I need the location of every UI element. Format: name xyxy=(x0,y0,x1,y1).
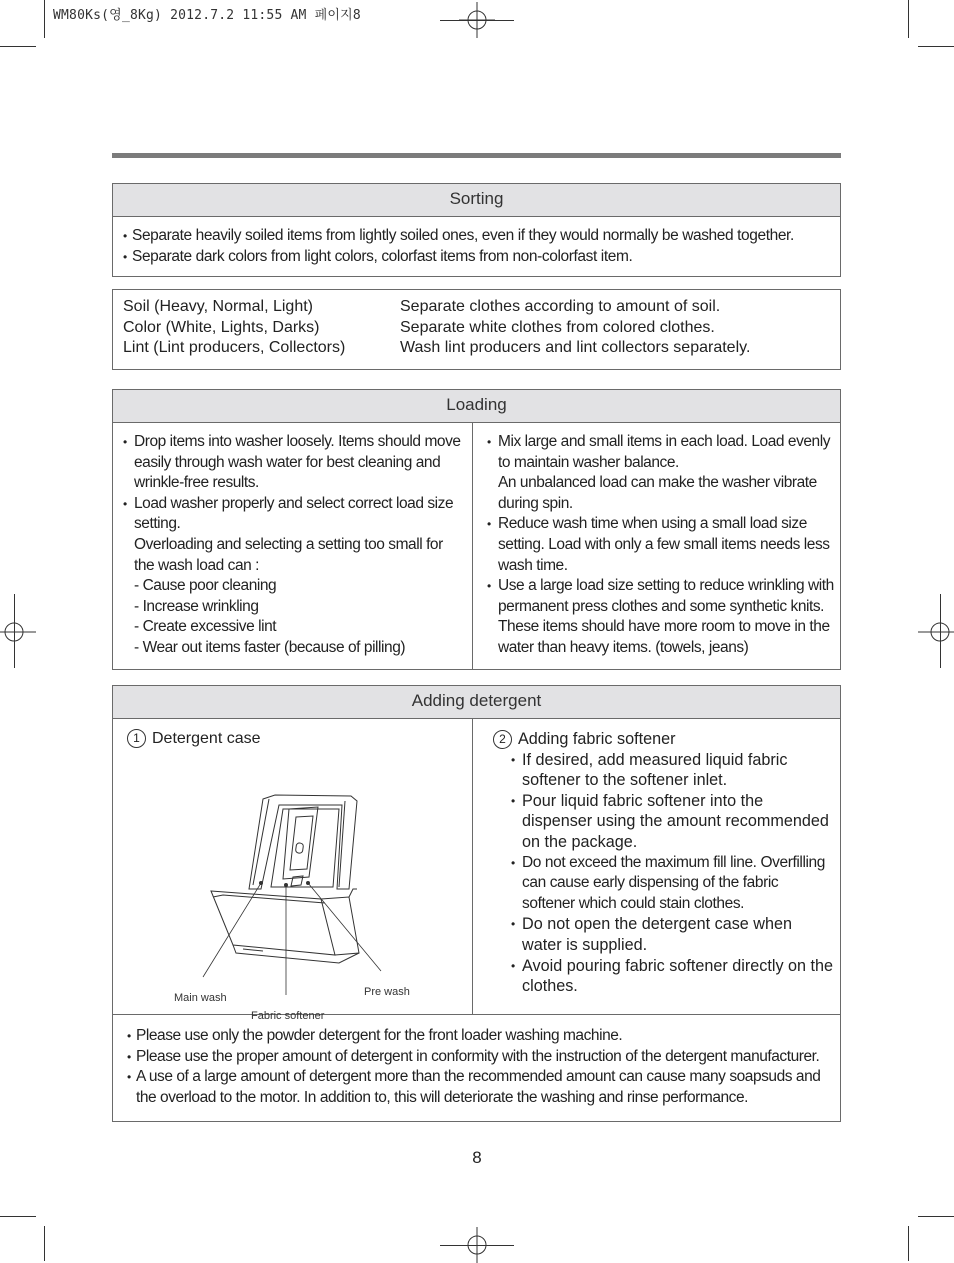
detergent-box xyxy=(112,685,841,1122)
loading-note: Overloading and selecting a setting too small for the wash load can : xyxy=(134,535,443,574)
table-row xyxy=(123,297,830,318)
list-item: - Cause poor cleaning xyxy=(134,577,277,595)
step-number-badge: 1 xyxy=(127,729,146,748)
list-item: • Please use the proper amount of detergent in conformity with the instruction of the detergent manufacturer. xyxy=(123,1047,834,1068)
list-item: • Please use only the powder detergent for the front loader washing machine. xyxy=(123,1026,834,1047)
list-item: - Wear out items faster (because of pilling) xyxy=(134,638,406,656)
loading-box xyxy=(112,389,841,670)
crop-mark xyxy=(908,1226,909,1261)
detergent-case-column xyxy=(113,719,472,1022)
loading-title: Loading xyxy=(113,390,840,423)
softener-bullets xyxy=(507,750,834,997)
detergent-case-title: Detergent case xyxy=(152,730,261,747)
main-wash-label: Main wash xyxy=(174,992,227,1004)
list-item: - Create excessive lint xyxy=(134,618,277,636)
sorting-title: Sorting xyxy=(113,184,840,217)
crop-mark xyxy=(0,46,36,47)
crop-mark xyxy=(918,1216,954,1217)
sorting-criteria-box xyxy=(112,289,841,370)
section-divider-bar xyxy=(112,153,841,158)
list-item: • A use of a large amount of detergent more than the recommended amount can cause many soapsuds and the overload to the motor. In addition to, this will deteriorate the washing and rinse performance. xyxy=(123,1067,834,1108)
crop-mark xyxy=(908,0,909,38)
detergent-case-heading xyxy=(127,729,472,748)
detergent-columns xyxy=(113,719,840,1022)
sorting-box xyxy=(112,183,841,277)
detergent-drawer-illustration xyxy=(113,749,453,999)
crop-mark xyxy=(918,46,954,47)
list-item: • Reduce wash time when using a small load size setting. Load with only a few small items needs less wash time. xyxy=(483,514,834,576)
list-item: • If desired, add measured liquid fabric softener to the softener inlet. xyxy=(507,750,834,791)
list-item: • Separate dark colors from light colors, colorfast items from non-colorfast item. xyxy=(119,247,834,268)
print-stamp: WM80Ks(영_8Kg) 2012.7.2 11:55 AM 페이지8 xyxy=(53,8,361,23)
list-item: • Drop items into washer loosely. Items should move easily through wash water for best cleaning and wrinkle-free results. xyxy=(119,432,466,494)
crop-mark xyxy=(44,1226,45,1261)
loading-right-column xyxy=(472,423,840,669)
list-item: • Pour liquid fabric softener into the dispenser using the amount recommended on the package. xyxy=(507,791,834,853)
registration-line xyxy=(940,594,941,668)
criteria-value: Separate white clothes from colored clothes. xyxy=(400,318,715,336)
criteria-key: Color (White, Lights, Darks) xyxy=(123,318,320,336)
criteria-value: Separate clothes according to amount of soil. xyxy=(400,298,721,315)
list-item: • Mix large and small items in each load. Load evenly to maintain washer balance. xyxy=(483,432,834,473)
registration-mark-icon xyxy=(918,614,954,650)
fabric-softener-column xyxy=(472,719,840,1014)
loading-columns xyxy=(113,423,840,669)
table-row xyxy=(123,318,830,339)
list-item: • Use a large load size setting to reduce wrinkling with permanent press clothes and some synthetic knits. These items should have more room to move in the water than heavy items. (towels, jeans) xyxy=(483,576,834,658)
sorting-bullets xyxy=(113,217,840,267)
registration-mark-icon xyxy=(0,614,36,650)
step-number-badge: 2 xyxy=(493,730,512,749)
fabric-softener-title: Adding fabric softener xyxy=(518,730,676,748)
registration-line xyxy=(440,1245,514,1246)
list-item: • Do not exceed the maximum fill line. Overfilling can cause early dispensing of the fabric softener which could stain clothes. xyxy=(507,853,834,915)
list-item: • Do not open the detergent case when water is supplied. xyxy=(507,914,834,955)
detergent-title: Adding detergent xyxy=(113,686,840,719)
sorting-criteria-table xyxy=(113,290,840,359)
criteria-key: Soil (Heavy, Normal, Light) xyxy=(123,298,313,315)
list-item: - Increase wrinkling xyxy=(134,597,259,615)
crop-mark xyxy=(0,1216,36,1217)
criteria-value: Wash lint producers and lint collectors separately. xyxy=(400,339,751,356)
list-item: • Separate heavily soiled items from lightly soiled ones, even if they would normally be washed together. xyxy=(119,226,834,247)
crop-mark xyxy=(44,0,45,38)
pre-wash-label: Pre wash xyxy=(364,986,410,998)
registration-line xyxy=(14,594,15,668)
list-item: • Load washer properly and select correct load size setting. xyxy=(119,494,466,535)
loading-left-column xyxy=(113,423,472,669)
fabric-softener-label: Fabric softener xyxy=(251,1010,325,1022)
fabric-softener-heading xyxy=(493,729,834,750)
registration-line xyxy=(440,20,514,21)
table-row xyxy=(123,338,830,359)
loading-note: An unbalanced load can make the washer vibrate during spin. xyxy=(498,474,817,512)
detergent-notes xyxy=(113,1015,840,1108)
list-item: • Avoid pouring fabric softener directly on the clothes. xyxy=(507,956,834,997)
page-number: 8 xyxy=(472,1148,482,1167)
criteria-key: Lint (Lint producers, Collectors) xyxy=(123,339,346,356)
